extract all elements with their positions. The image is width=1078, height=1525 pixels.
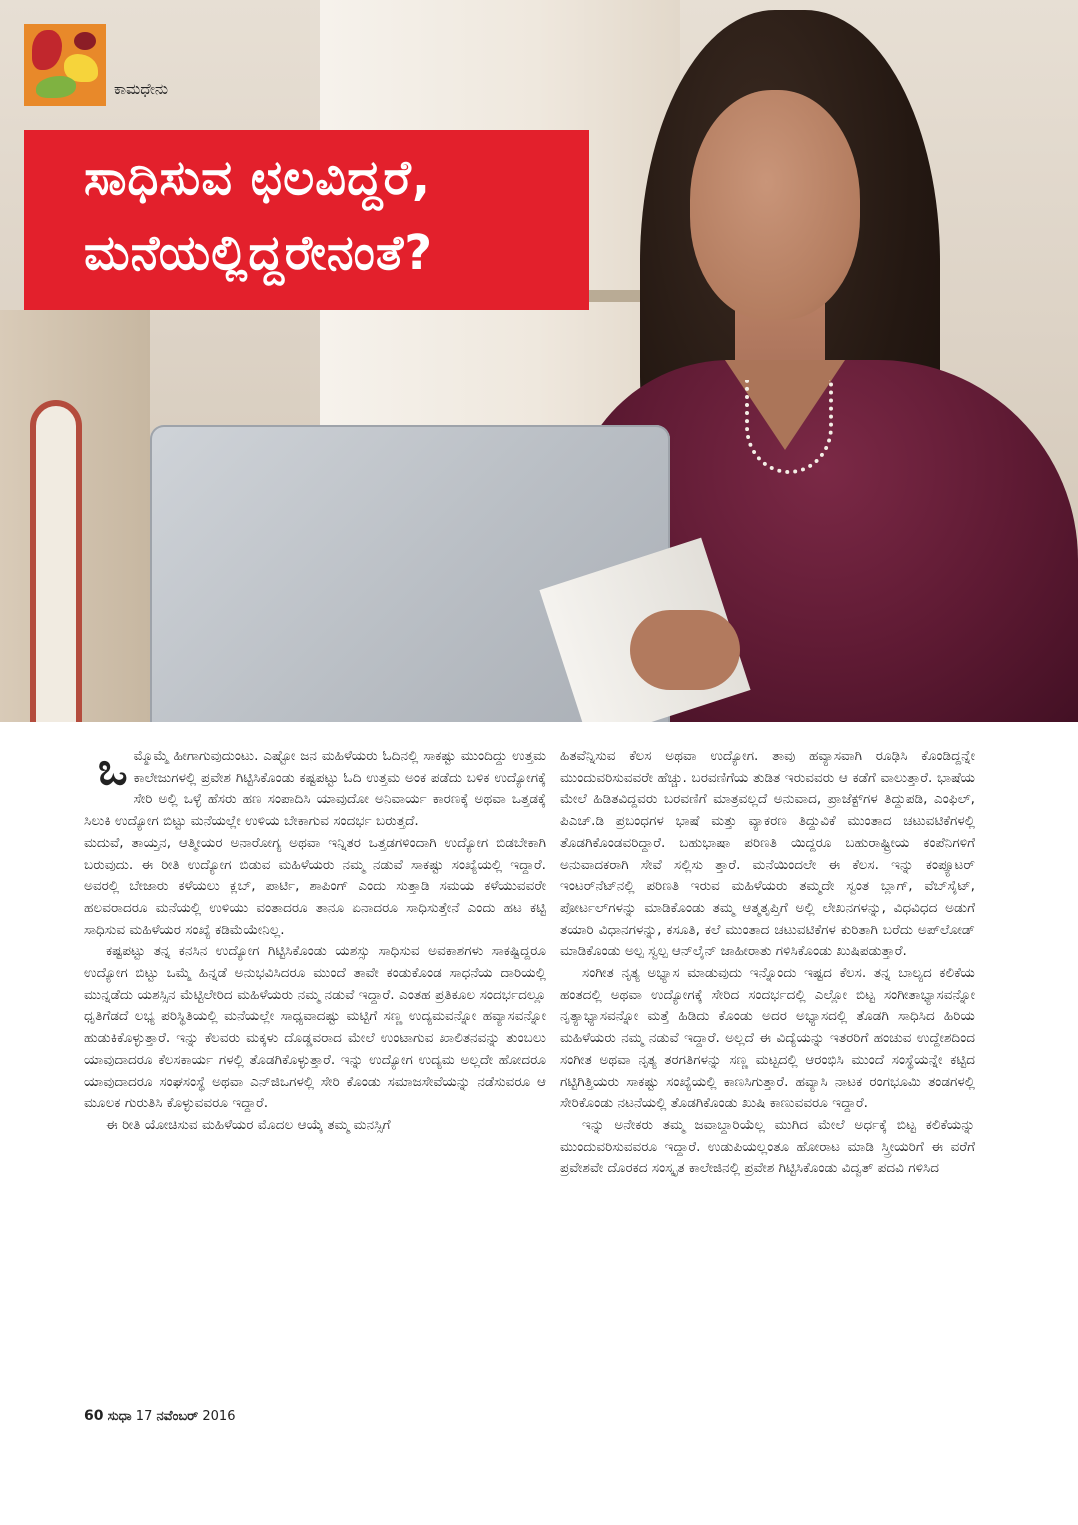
issue-day: 17 (135, 1409, 153, 1424)
issue-month: ನವೆಂಬರ್ (156, 1409, 199, 1424)
background-arch (30, 400, 82, 722)
hero-photo (0, 0, 1078, 722)
drop-cap: ಒ (98, 744, 128, 795)
article-paragraph: ಸಂಗೀತ ನೃತ್ಯ ಅಭ್ಯಾಸ ಮಾಡುವುದು ಇನ್ನೊಂದು ಇಷ್ಟದ ಕೆಲಸ. ತನ್ನ ಬಾಲ್ಯದ ಕಲಿಕೆಯ ಹಂತದಲ್ಲಿ ಅಥವಾ ಉದ್ಯೋಗಕ್ಕೆ ಸೇರಿದ ಸಂದರ್ಭದಲ್ಲಿ ಎಲ್ಲೋ ಬಿಟ್ಟ ಸಂಗೀತಾಭ್ಯಾಸವನ್ನೋ ನೃತ್ಯಾಭ್ಯಾಸವನ್ನೋ ಮತ್ತೆ ಹಿಡಿದು ಕೊಂಡು ಅದರ ಅಭ್ಯಾಸದಲ್ಲಿ ತೊಡಗಿ ಸಾಧಿಸಿದ ಹಿರಿಯ ಮಹಿಳೆಯರು ನಮ್ಮ ನಡುವೆ ಇದ್ದಾರೆ. ಅಲ್ಲದೆ ಈ ವಿದ್ಯೆಯನ್ನು ಇತರರಿಗೆ ಹಂಚುವ ಉದ್ದೇಶದಿಂದ ಸಂಗೀತ ಅಥವಾ ನೃತ್ಯ ತರಗತಿಗಳನ್ನು ಸಣ್ಣ ಮಟ್ಟದಲ್ಲಿ ಆರಂಭಿಸಿ ಮುಂದೆ ಸಂಸ್ಥೆಯನ್ನೇ ಕಟ್ಟಿದ ಗಟ್ಟಿಗಿತ್ತಿಯರು ಸಾಕಷ್ಟು ಸಂಖ್ಯೆಯಲ್ಲಿ ಕಾಣಸಿಗುತ್ತಾರೆ. ಹವ್ಯಾಸಿ ನಾಟಕ ರಂಗಭೂಮಿ ತಂಡಗಳಲ್ಲಿ ಸೇರಿಕೊಂಡು ನಟನೆಯಲ್ಲಿ ತೊಡಗಿಕೊಂಡು ಖುಷಿ ಕಾಣುವವರೂ ಇದ್ದಾರೆ. (560, 965, 975, 1112)
page-footer (84, 1408, 235, 1424)
article-paragraph: ಹಿತವೆನ್ನಿಸುವ ಕೆಲಸ ಅಥವಾ ಉದ್ಯೋಗ. ತಾವು ಹವ್ಯಾಸವಾಗಿ ರೂಢಿಸಿ ಕೊಂಡಿದ್ದನ್ನೇ ಮುಂದುವರಿಸುವವರೇ ಹೆಚ್ಚು. ಬರವಣಿಗೆಯ ತುಡಿತ ಇರುವವರು ಆ ಕಡೆಗೆ ವಾಲುತ್ತಾರೆ. ಭಾಷೆಯ ಮೇಲೆ ಹಿಡಿತವಿದ್ದವರು ಬರವಣಿಗೆ ಮಾತ್ರವಲ್ಲದೆ ಅನುವಾದ, ಪ್ರಾಜೆಕ್ಟ್‌ಗಳ ತಿದ್ದುಪಡಿ, ಎಂಫಿಲ್, ಪಿಎಚ್.ಡಿ ಪ್ರಬಂಧಗಳ ಭಾಷೆ ಮತ್ತು ವ್ಯಾಕರಣ ತಿದ್ದುವಿಕೆ ಮುಂತಾದ ಚಟುವಟಿಕೆಗಳಲ್ಲಿ ತೊಡಗಿಕೊಂಡವರಿದ್ದಾರೆ. ಬಹುಭಾಷಾ ಪರಿಣತಿ ಯಿದ್ದರೂ ಬಹುರಾಷ್ಟ್ರೀಯ ಕಂಪೆನಿಗಳಿಗೆ ಅನುವಾದಕರಾಗಿ ಸೇವೆ ಸಲ್ಲಿಸು ತ್ತಾರೆ. ಮನೆಯಿಂದಲೇ ಈ ಕೆಲಸ. ಇನ್ನು ಕಂಪ್ಯೂಟರ್ ಇಂಟರ್‌ನೆಟ್‌ನಲ್ಲಿ ಪರಿಣತಿ ಇರುವ ಮಹಿಳೆಯರು ತಮ್ಮದೇ ಸ್ವಂತ ಬ್ಲಾಗ್, ವೆಬ್‌ಸೈಟ್, ಪೋರ್ಟಲ್‌ಗಳನ್ನು ಮಾಡಿಕೊಂಡು ತಮ್ಮ ಆತ್ಮತೃಪ್ತಿಗೆ ಅಲ್ಲಿ ಲೇಖನಗಳನ್ನು, ವಿಧವಿಧದ ಅಡುಗೆ ತಯಾರಿ ವಿಧಾನಗಳನ್ನು, ಕಸೂತಿ, ಕಲೆ ಮುಂತಾದ ಚಟುವಟಿಕೆಗಳ ಕುರಿತಾಗಿ ಬರೆದು ಅಪ್‌ಲೋಡ್ ಮಾಡಿಕೊಂಡು ಅಲ್ಪ ಸ್ವಲ್ಪ ಆನ್‌ಲೈನ್ ಜಾಹೀರಾತು ಗಳಿಸಿಕೊಂಡು ಖುಷಿಪಡುತ್ತಾರೆ. (560, 748, 975, 960)
woman-face (690, 90, 860, 320)
issue-year: 2016 (202, 1409, 236, 1424)
article-paragraph: ಈ ರೀತಿ ಯೋಚಿಸುವ ಮಹಿಳೆಯರ ಮೊದಲ ಆಯ್ಕೆ ತಮ್ಮ ಮನಸ್ಸಿಗೆ (106, 1116, 391, 1133)
magazine-name: ಸುಧಾ (107, 1409, 132, 1424)
article-column-right (560, 746, 975, 1180)
page-number: 60 (84, 1408, 104, 1424)
woman-hand (630, 610, 740, 690)
article-paragraph: ಒಮ್ಮೊಮ್ಮೆ ಹೀಗಾಗುವುದುಂಟು. ಎಷ್ಟೋ ಜನ ಮಹಿಳೆಯರು ಓದಿನಲ್ಲಿ ಸಾಕಷ್ಟು ಮುಂದಿದ್ದು ಉತ್ತಮ ಕಾಲೇಜುಗಳಲ್ಲಿ ಪ್ರವೇಶ ಗಿಟ್ಟಿಸಿಕೊಂಡು ಕಷ್ಟಪಟ್ಟು ಓದಿ ಉತ್ತಮ ಅಂಕ ಪಡೆದು ಬಳಿಕ ಉದ್ಯೋಗಕ್ಕೆ ಸೇರಿ ಅಲ್ಲಿ ಒಳ್ಳೆ ಹೆಸರು ಹಣ ಸಂಪಾದಿಸಿ ಯಾವುದೋ ಅನಿವಾರ್ಯ ಕಾರಣಕ್ಕೆ ಅಥವಾ ಒತ್ತಡಕ್ಕೆ ಸಿಲುಕಿ ಉದ್ಯೋಗ ಬಿಟ್ಟು ಮನೆಯಲ್ಲೇ ಉಳಿಯ ಬೇಕಾಗುವ ಸಂದರ್ಭ ಬರುತ್ತದೆ. (84, 744, 546, 830)
headline-line-2: ಮನೆಯಲ್ಲಿದ್ದರೇನಂತೆ? (84, 225, 434, 281)
pearl-necklace (745, 380, 833, 474)
section-label: ಕಾಮಧೇನು (114, 80, 169, 98)
article-paragraph: ಮದುವೆ, ತಾಯ್ತನ, ಆತ್ಮೀಯರ ಅನಾರೋಗ್ಯ ಅಥವಾ ಇನ್ನಿತರ ಒತ್ತಡಗಳಿಂದಾಗಿ ಉದ್ಯೋಗ ಬಿಡಬೇಕಾಗಿ ಬರುವುದು. ಈ ರೀತಿ ಉದ್ಯೋಗ ಬಿಡುವ ಮಹಿಳೆಯರು ನಮ್ಮ ನಡುವೆ ಸಾಕಷ್ಟು ಸಂಖ್ಯೆಯಲ್ಲಿ ಇದ್ದಾರೆ. ಅವರಲ್ಲಿ ಬೇಜಾರು ಕಳೆಯಲು ಕ್ಲಬ್, ಪಾರ್ಟಿ, ಶಾಪಿಂಗ್ ಎಂದು ಸುತ್ತಾಡಿ ಸಮಯ ಕಳೆಯುವವರೇ ಹಲವರಾದರೂ ಮನೆಯಲ್ಲಿ ಉಳಿಯು ವಂತಾದರೂ ತಾನೂ ಏನಾದರೂ ಸಾಧಿಸುತ್ತೇನೆ ಎಂದು ಹಟ ಕಟ್ಟಿ ಸಾಧಿಸುವ ಮಹಿಳೆಯರ ಸಂಖ್ಯೆ ಕಡಿಮೆಯೇನಿಲ್ಲ. (84, 834, 546, 938)
headline-line-1: ಸಾಧಿಸುವ ಛಲವಿದ್ದರೆ, (84, 150, 432, 206)
article-column-left (84, 746, 546, 1137)
article-paragraph: ಕಷ್ಟಪಟ್ಟು ತನ್ನ ಕನಸಿನ ಉದ್ಯೋಗ ಗಿಟ್ಟಿಸಿಕೊಂಡು ಯಶಸ್ಸು ಸಾಧಿಸುವ ಅವಕಾಶಗಳು ಸಾಕಷ್ಟಿದ್ದರೂ ಉದ್ಯೋಗ ಬಿಟ್ಟು ಒಮ್ಮೆ ಹಿನ್ನಡೆ ಅನುಭವಿಸಿದರೂ ಮುಂದೆ ತಾವೇ ಕಂಡುಕೊಂಡ ಸಾಧನೆಯ ದಾರಿಯಲ್ಲಿ ಮುನ್ನಡೆದು ಯಶಸ್ಸಿನ ಮೆಟ್ಟಿಲೇರಿದ ಮಹಿಳೆಯರು ನಮ್ಮ ನಡುವೆ ಇದ್ದಾರೆ. ಎಂತಹ ಪ್ರತಿಕೂಲ ಸಂದರ್ಭದಲ್ಲೂ ಧೃತಿಗೆಡದೆ ಲಭ್ಯ ಪರಿಸ್ಥಿತಿಯಲ್ಲಿ ಮನೆಯಲ್ಲೇ ಸಾಧ್ಯವಾದಷ್ಟು ಮಟ್ಟಿಗೆ ಸಣ್ಣ ಉದ್ಯಮವನ್ನೋ ಹವ್ಯಾಸವನ್ನೋ ಹುಡುಕಿಕೊಳ್ಳುತ್ತಾರೆ. ಇನ್ನು ಕೆಲವರು ಮಕ್ಕಳು ದೊಡ್ಡವರಾದ ಮೇಲೆ ಉಂಟಾಗುವ ಖಾಲಿತನವನ್ನು ತುಂಬಲು ಯಾವುದಾದರೂ ಕೆಲಸಕಾರ್ಯ ಗಳಲ್ಲಿ ತೊಡಗಿಕೊಳ್ಳುತ್ತಾರೆ. ಇನ್ನು ಉದ್ಯೋಗ ಉದ್ಯಮ ಅಲ್ಲದೇ ಹೋದರೂ ಯಾವುದಾದರೂ ಸಂಘಸಂಸ್ಥೆ ಅಥವಾ ಎನ್‌ಜಿಒಗಳಲ್ಲಿ ಸೇರಿ ಕೊಂಡು ಸಮಾಜಸೇವೆಯನ್ನು ನಡೆಸುವರೂ ಆ ಮೂಲಕ ಗುರುತಿಸಿ ಕೊಳ್ಳುವವರೂ ಇದ್ದಾರೆ. (84, 943, 546, 1112)
section-logo (24, 24, 106, 106)
article-paragraph: ಇನ್ನು ಅನೇಕರು ತಮ್ಮ ಜವಾಬ್ದಾರಿಯೆಲ್ಲ ಮುಗಿದ ಮೇಲೆ ಅರ್ಧಕ್ಕೆ ಬಿಟ್ಟ ಕಲಿಕೆಯನ್ನು ಮುಂದುವರಿಸುವವರೂ ಇದ್ದಾರೆ. ಉಡುಪಿಯಲ್ಲಂತೂ ಹೋರಾಟ ಮಾಡಿ ಸ್ತ್ರೀಯರಿಗೆ ಈ ವರೆಗೆ ಪ್ರವೇಶವೇ ದೊರಕದ ಸಂಸ್ಕೃತ ಕಾಲೇಜಿನಲ್ಲಿ ಪ್ರವೇಶ ಗಿಟ್ಟಿಸಿಕೊಂಡು ವಿದ್ವತ್ ಪದವಿ ಗಳಿಸಿದ (560, 1116, 975, 1177)
